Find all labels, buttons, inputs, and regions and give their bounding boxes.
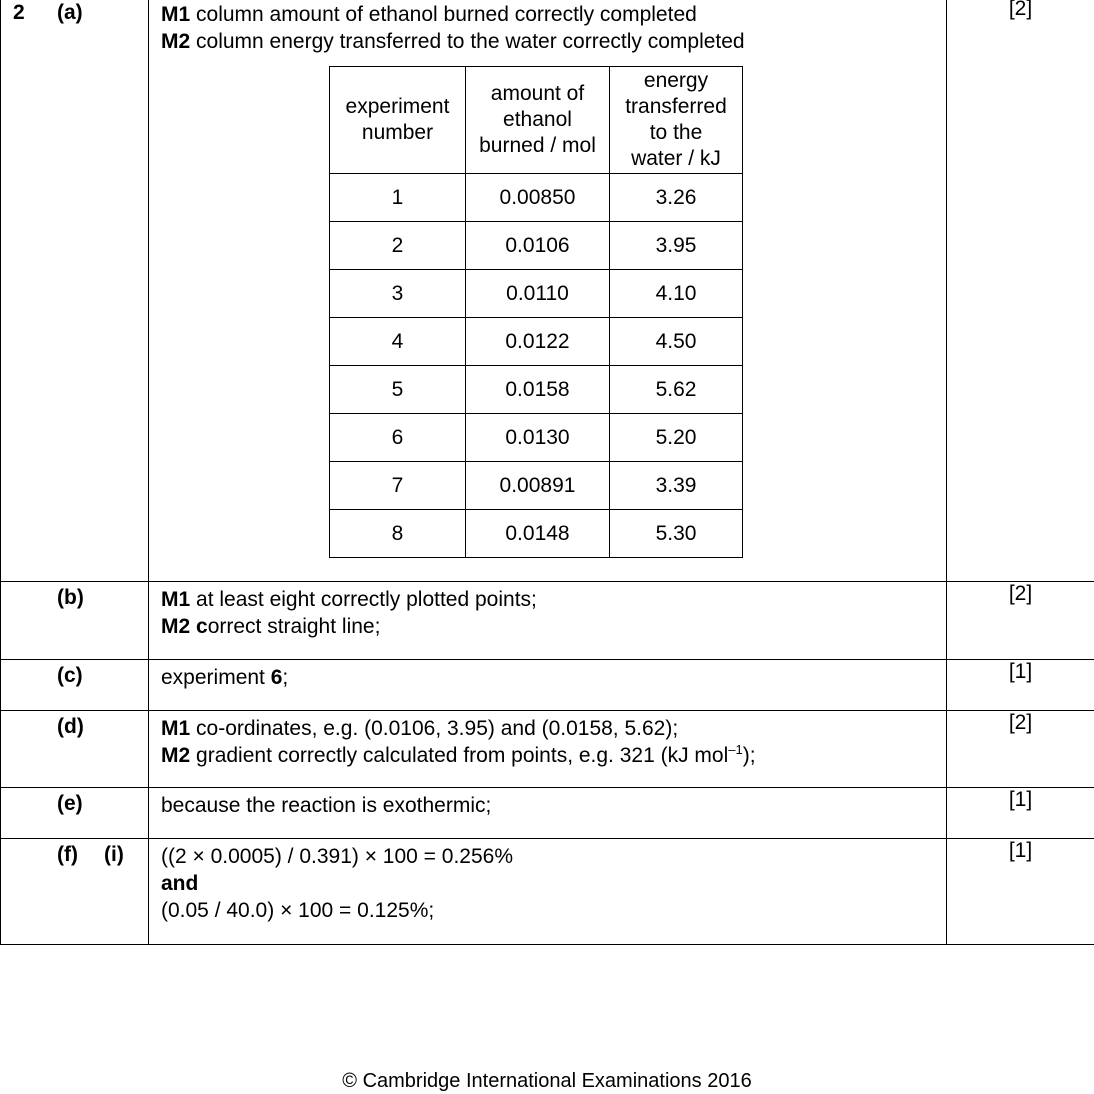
row-2a	[1, 0, 1094, 582]
answer-line-m2: M2 correct straight line;	[161, 615, 381, 638]
table-row: 1 0.00850 3.26	[330, 174, 743, 222]
table-row: 8 0.0148 5.30	[330, 510, 743, 558]
question-number: 2	[13, 1, 25, 24]
marks-cell: [2]	[947, 582, 1094, 660]
results-header-row	[330, 67, 743, 174]
answer-cell	[149, 660, 947, 711]
table-row: 2 0.0106 3.95	[330, 222, 743, 270]
copyright-footer: © Cambridge International Examinations 2016	[342, 1070, 752, 1092]
question-cell	[1, 582, 149, 660]
row-2d	[1, 711, 1094, 788]
part-label: (e)	[57, 792, 83, 815]
part-label: (f)	[57, 843, 78, 866]
answer-line-m1: M1 co-ordinates, e.g. (0.0106, 3.95) and (0.0158, 5.62);	[161, 717, 679, 740]
table-row: 5 0.0158 5.62	[330, 366, 743, 414]
answer-cell	[149, 0, 947, 582]
answer-cell	[149, 711, 947, 788]
marks-cell: [1]	[947, 839, 1094, 945]
marks-cell: [2]	[947, 0, 1094, 582]
question-cell	[1, 0, 149, 582]
row-2c	[1, 660, 1094, 711]
part-label: (d)	[57, 715, 84, 738]
answer-line-1: ((2 × 0.0005) / 0.391) × 100 = 0.256%	[161, 845, 513, 868]
header-energy-transferred: energy transferred to the water / kJ	[610, 67, 743, 174]
answer-line-2: and	[161, 872, 199, 895]
header-amount-ethanol: amount of ethanol burned / mol	[466, 67, 610, 174]
row-2f-i	[1, 839, 1094, 945]
answer-line-m1: M1 column amount of ethanol burned correctly completed	[161, 3, 697, 26]
row-2b	[1, 582, 1094, 660]
part-label: (a)	[57, 1, 83, 24]
question-cell	[1, 711, 149, 788]
answer-line-3: (0.05 / 40.0) × 100 = 0.125%;	[161, 899, 435, 922]
answer-cell	[149, 788, 947, 839]
table-row: 7 0.00891 3.39	[330, 462, 743, 510]
marks-cell: [1]	[947, 788, 1094, 839]
answer-text: experiment 6;	[161, 666, 289, 689]
answer-line-m2: M2 gradient correctly calculated from points, e.g. 321 (kJ mol$^{-1}$);	[161, 742, 756, 767]
table-row: 6 0.0130 5.20	[330, 414, 743, 462]
answer-line-m2: M2 column energy transferred to the water correctly completed	[161, 30, 745, 53]
question-cell	[1, 788, 149, 839]
subpart-label: (i)	[104, 843, 124, 866]
part-label: (c)	[57, 664, 83, 687]
marks-cell: [2]	[947, 711, 1094, 788]
question-cell	[1, 839, 149, 945]
answer-line-m1: M1 at least eight correctly plotted points;	[161, 588, 537, 611]
table-row: 3 0.0110 4.10	[330, 270, 743, 318]
part-label: (b)	[57, 586, 84, 609]
answer-cell	[149, 582, 947, 660]
answer-text: because the reaction is exothermic;	[161, 794, 492, 817]
row-2e	[1, 788, 1094, 839]
question-cell	[1, 660, 149, 711]
header-experiment-number: experiment number	[330, 67, 466, 174]
table-row: 4 0.0122 4.50	[330, 318, 743, 366]
results-table	[329, 66, 743, 558]
marks-cell: [1]	[947, 660, 1094, 711]
answer-cell	[149, 839, 947, 945]
